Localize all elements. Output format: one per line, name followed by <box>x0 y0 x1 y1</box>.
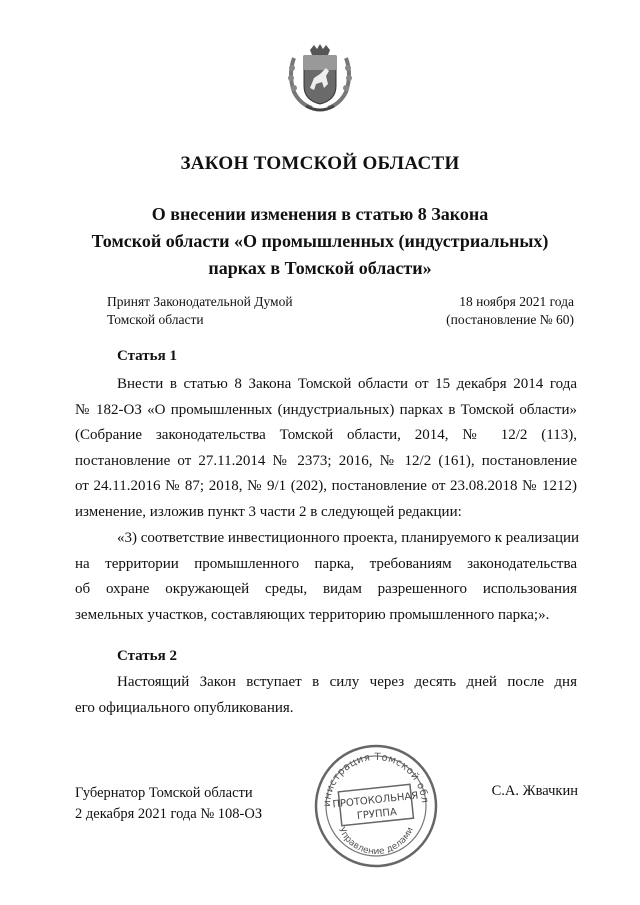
signatory-position: Губернатор Томской области <box>75 785 253 801</box>
paragraph-line: изменение, изложив пункт 3 части 2 в следующей редакции: <box>75 503 462 520</box>
svg-text:ПРОТОКОЛЬНАЯ: ПРОТОКОЛЬНАЯ <box>332 790 419 811</box>
paragraph-line: на территории промышленного парка, требованиям законодательства <box>75 555 577 572</box>
svg-text:ГРУППА: ГРУППА <box>356 806 398 823</box>
paragraph-line: об охране окружающей среды, видам разрешенного использования <box>75 581 577 597</box>
subtitle-line: парках в Томской области» <box>208 258 432 278</box>
article-1-heading: Статья 1 <box>117 348 177 364</box>
paragraph-line: земельных участков, составляющих территорию промышленного парка;». <box>75 606 550 623</box>
adoption-date <box>446 293 574 329</box>
law-subtitle <box>0 201 640 282</box>
paragraph-line: № 182-ОЗ «О промышленных (индустриальных) парках в Томской области» <box>75 401 577 418</box>
adopted-by <box>107 293 293 329</box>
subtitle-line: О внесении изменения в статью 8 Закона <box>151 204 489 224</box>
paragraph-line: его официального опубликования. <box>75 699 294 716</box>
article-1-paragraph-2 <box>75 526 580 628</box>
adopted-by-line: Принят Законодательной Думой <box>107 294 293 309</box>
svg-text:Управление делами: Управление делами <box>336 825 416 858</box>
paragraph-line: Внести в статью 8 Закона Томской области от 15 декабря 2014 года <box>117 376 577 392</box>
stamp-icon <box>312 742 440 870</box>
paragraph-line: постановление от 27.11.2014 № 2373; 2016, № 12/2 (161), постановление <box>75 452 577 469</box>
article-2-heading: Статья 2 <box>117 648 177 664</box>
article-1-paragraph-1 <box>75 372 577 525</box>
signature-block <box>75 783 262 825</box>
article-2-paragraph <box>75 670 577 721</box>
adopted-by-line: Томской области <box>107 312 204 327</box>
subtitle-line: Томской области «О промышленных (индустриальных) <box>91 231 549 251</box>
signatory-name: С.А. Жвачкин <box>491 783 578 799</box>
paragraph-line: (Собрание законодательства Томской области, 2014, № 12/2 (113), <box>75 427 577 443</box>
adoption-date-line: 18 ноября 2021 года <box>459 294 574 309</box>
coat-of-arms-icon <box>286 44 354 114</box>
paragraph-line: Настоящий Закон вступает в силу через десять дней после дня <box>117 674 577 690</box>
law-title: ЗАКОН ТОМСКОЙ ОБЛАСТИ <box>180 153 460 174</box>
paragraph-line: от 24.11.2016 № 87; 2018, № 9/1 (202), постановление от 23.08.2018 № 1212) <box>75 478 577 494</box>
law-date-number: 2 декабря 2021 года № 108-ОЗ <box>75 806 263 822</box>
svg-text:Администрация Томской области: инистрация Томской обл <box>321 751 431 808</box>
paragraph-line: «3) соответствие инвестиционного проекта, планируемого к реализации <box>117 530 580 546</box>
adoption-resolution-line: (постановление № 60) <box>446 312 574 327</box>
